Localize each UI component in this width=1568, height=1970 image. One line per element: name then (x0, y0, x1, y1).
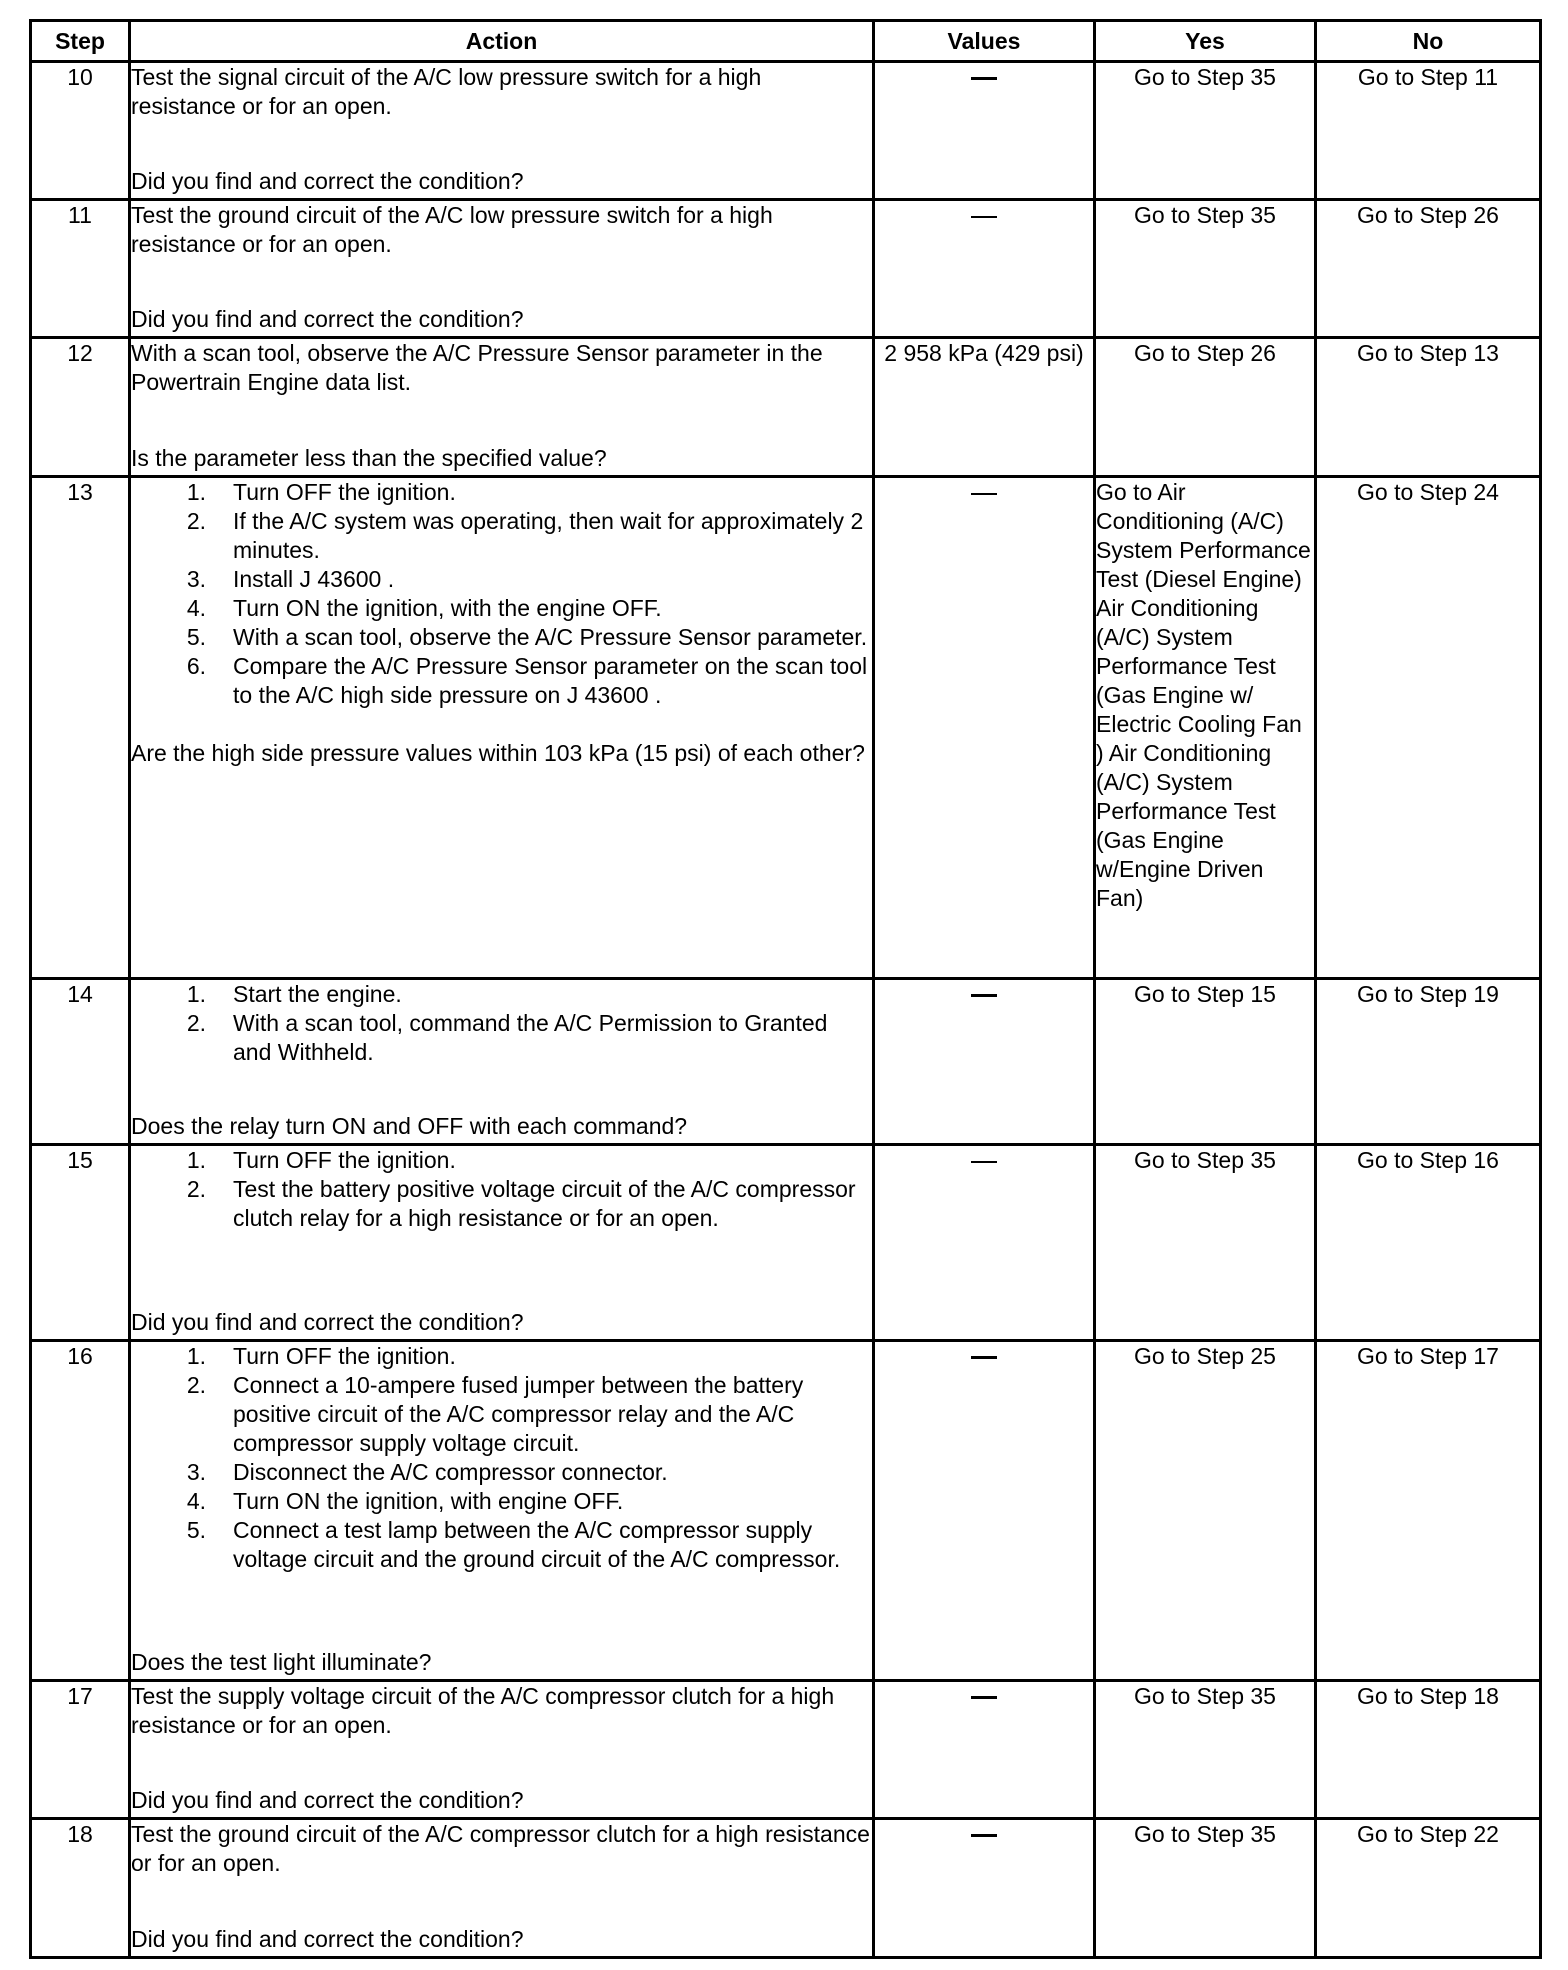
action-cell (130, 979, 874, 1145)
yes-link[interactable]: Go to Step 35 (1134, 1147, 1276, 1173)
no-value-dash (971, 216, 997, 218)
no-value-dash (971, 493, 997, 495)
list-item: 4. Turn ON the ignition, with engine OFF. (186, 1488, 624, 1514)
yes-cell (1095, 1681, 1316, 1819)
value-cell (874, 62, 1095, 200)
action-cell (130, 62, 874, 200)
action-text: With a scan tool, observe the A/C Pressure Sensor parameter in the Powertrain Engine data list. (131, 340, 823, 395)
table-row (31, 477, 1541, 979)
yes-cell (1095, 1819, 1316, 1958)
step-number: 18 (31, 1819, 130, 1958)
no-cell (1316, 1681, 1541, 1819)
yes-link[interactable]: Go to Step 35 (1134, 64, 1276, 90)
no-value-dash (971, 1161, 997, 1163)
table-row (31, 1145, 1541, 1341)
header-step: Step (31, 21, 130, 62)
table-row (31, 62, 1541, 200)
yes-cell (1095, 338, 1316, 477)
no-value-dash (971, 994, 997, 997)
header-no: No (1316, 21, 1541, 62)
value-cell (874, 1145, 1095, 1341)
action-question: Does the relay turn ON and OFF with each command? (131, 1113, 688, 1139)
yes-link[interactable]: Go to Air Conditioning (A/C) System Performance Test (Diesel Engine) Air Conditioning (A/C) System Performance Test (Gas Engine w/ Electric Cooling Fan ) Air Conditioning (A/C) System Performance Test (Gas Engine w/Engine Driven Fan) (1096, 479, 1311, 911)
no-link[interactable]: Go to Step 13 (1357, 340, 1499, 366)
no-cell (1316, 1145, 1541, 1341)
table-row (31, 200, 1541, 338)
header-values: Values (874, 21, 1095, 62)
action-text: Test the ground circuit of the A/C low pressure switch for a high resistance or for an open. (131, 202, 773, 257)
action-cell (130, 1145, 874, 1341)
action-question: Does the test light illuminate? (131, 1649, 432, 1675)
action-question: Did you find and correct the condition? (131, 168, 524, 194)
list-item: 5. Connect a test lamp between the A/C compressor supply voltage circuit and the ground circuit of the A/C compressor. (186, 1517, 841, 1572)
value-cell (874, 338, 1095, 477)
value-cell (874, 1341, 1095, 1681)
table-row (31, 1819, 1541, 1958)
value-cell (874, 477, 1095, 979)
list-item: 2. With a scan tool, command the A/C Permission to Granted and Withheld. (186, 1010, 828, 1065)
no-cell (1316, 200, 1541, 338)
yes-link[interactable]: Go to Step 35 (1134, 1683, 1276, 1709)
action-cell (130, 1341, 874, 1681)
no-link[interactable]: Go to Step 19 (1357, 981, 1499, 1007)
no-cell (1316, 979, 1541, 1145)
yes-cell (1095, 1145, 1316, 1341)
action-question: Did you find and correct the condition? (131, 1309, 524, 1335)
step-number: 13 (31, 477, 130, 979)
yes-cell (1095, 200, 1316, 338)
step-number: 15 (31, 1145, 130, 1341)
yes-cell (1095, 1341, 1316, 1681)
value-cell (874, 979, 1095, 1145)
no-cell (1316, 1341, 1541, 1681)
no-link[interactable]: Go to Step 11 (1357, 64, 1499, 90)
list-item: 2. Test the battery positive voltage circuit of the A/C compressor clutch relay for a high resistance or for an open. (186, 1176, 856, 1231)
action-question: Did you find and correct the condition? (131, 306, 524, 332)
yes-cell (1095, 979, 1316, 1145)
list-item: 3. Install J 43600 . (186, 566, 395, 592)
action-text: Test the ground circuit of the A/C compressor clutch for a high resistance or for an open. (131, 1821, 870, 1876)
action-text: Test the supply voltage circuit of the A/C compressor clutch for a high resistance or for an open. (131, 1683, 835, 1738)
list-item: 6. Compare the A/C Pressure Sensor parameter on the scan tool to the A/C high side pressure on J 43600 . (186, 653, 868, 708)
no-value-dash (971, 1356, 997, 1359)
diagnostic-procedure-table (29, 19, 1542, 1959)
step-number: 11 (31, 200, 130, 338)
action-question: Is the parameter less than the specified value? (131, 445, 607, 471)
action-step-list (131, 478, 872, 710)
no-value-dash (971, 1834, 997, 1837)
table-row (31, 338, 1541, 477)
no-cell (1316, 338, 1541, 477)
value-cell (874, 1819, 1095, 1958)
no-link[interactable]: Go to Step 18 (1357, 1683, 1499, 1709)
action-step-list (131, 980, 872, 1067)
value-cell (874, 1681, 1095, 1819)
step-number: 10 (31, 62, 130, 200)
spec-value: 2 958 kPa (429 psi) (884, 340, 1084, 366)
action-question: Did you find and correct the condition? (131, 1787, 524, 1813)
no-link[interactable]: Go to Step 26 (1357, 202, 1499, 228)
action-step-list (131, 1342, 872, 1574)
action-step-list (131, 1146, 872, 1233)
list-item: 1. Turn OFF the ignition. (186, 1343, 456, 1369)
step-number: 14 (31, 979, 130, 1145)
yes-link[interactable]: Go to Step 35 (1134, 1821, 1276, 1847)
header-yes: Yes (1095, 21, 1316, 62)
list-item: 2. Connect a 10-ampere fused jumper between the battery positive circuit of the A/C compressor relay and the A/C compressor supply voltage circuit. (186, 1372, 804, 1456)
list-item: 1. Turn OFF the ignition. (186, 1147, 456, 1173)
no-value-dash (971, 1696, 997, 1699)
step-number: 12 (31, 338, 130, 477)
action-cell (130, 477, 874, 979)
no-link[interactable]: Go to Step 24 (1357, 479, 1499, 505)
list-item: 1. Turn OFF the ignition. (186, 479, 456, 505)
list-item: 4. Turn ON the ignition, with the engine OFF. (186, 595, 662, 621)
yes-cell (1095, 62, 1316, 200)
yes-link[interactable]: Go to Step 26 (1134, 340, 1276, 366)
action-cell (130, 200, 874, 338)
value-cell (874, 200, 1095, 338)
step-number: 16 (31, 1341, 130, 1681)
list-item: 3. Disconnect the A/C compressor connector. (186, 1459, 668, 1485)
table-header-row (31, 21, 1541, 62)
list-item: 5. With a scan tool, observe the A/C Pressure Sensor parameter. (186, 624, 868, 650)
action-question: Did you find and correct the condition? (131, 1926, 524, 1952)
table-row (31, 1681, 1541, 1819)
table-row (31, 979, 1541, 1145)
no-link[interactable]: Go to Step 22 (1357, 1821, 1499, 1847)
yes-link[interactable]: Go to Step 35 (1134, 202, 1276, 228)
action-cell (130, 1681, 874, 1819)
no-cell (1316, 62, 1541, 200)
table-row (31, 1341, 1541, 1681)
no-link[interactable]: Go to Step 16 (1357, 1147, 1499, 1173)
no-cell (1316, 477, 1541, 979)
action-text: Test the signal circuit of the A/C low pressure switch for a high resistance or for an open. (131, 64, 762, 119)
no-value-dash (971, 77, 997, 80)
action-cell (130, 1819, 874, 1958)
list-item: 1. Start the engine. (186, 981, 402, 1007)
step-number: 17 (31, 1681, 130, 1819)
header-action: Action (130, 21, 874, 62)
no-link[interactable]: Go to Step 17 (1357, 1343, 1499, 1369)
yes-link[interactable]: Go to Step 25 (1134, 1343, 1276, 1369)
no-cell (1316, 1819, 1541, 1958)
yes-cell (1095, 477, 1316, 979)
action-cell (130, 338, 874, 477)
action-question: Are the high side pressure values within 103 kPa (15 psi) of each other? (131, 740, 865, 766)
list-item: 2. If the A/C system was operating, then wait for approximately 2 minutes. (186, 508, 864, 563)
yes-link[interactable]: Go to Step 15 (1134, 981, 1276, 1007)
